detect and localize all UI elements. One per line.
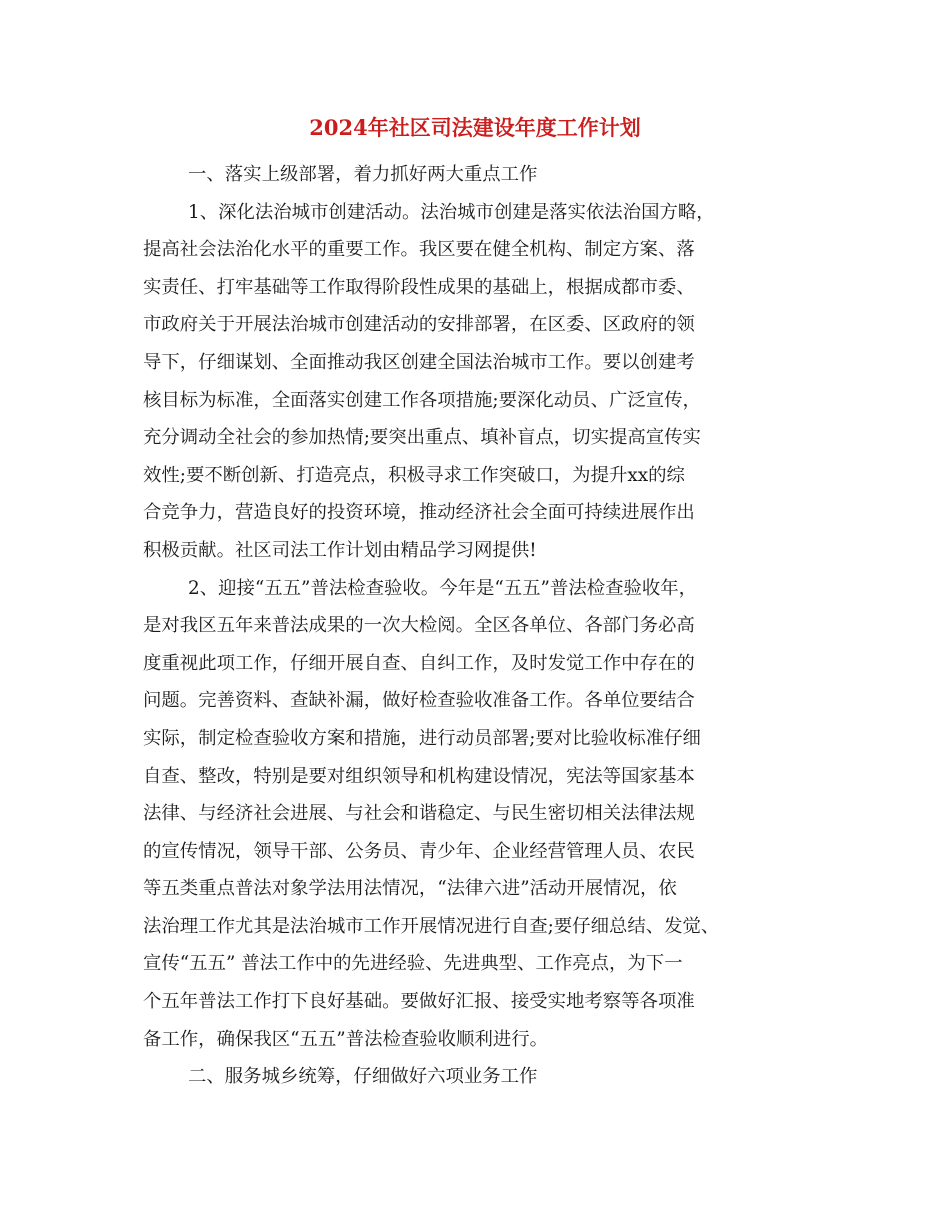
document-body: [143, 156, 823, 1096]
paragraph-line: 市政府关于开展法治城市创建活动的安排部署，在区委、区政府的领: [143, 314, 695, 336]
paragraph-line: 的宣传情况，领导干部、公务员、青少年、企业经营管理人员、农民: [143, 840, 695, 862]
paragraph-line: 合竞争力，营造良好的投资环境，推动经济社会全面可持续进展作出: [143, 502, 695, 524]
paragraph-line: 一、落实上级部署，着力抓好两大重点工作: [188, 164, 538, 185]
paragraph-line: 实际，制定检查验收方案和措施，进行动员部署;要对比验收标准仔细: [143, 727, 701, 749]
paragraph-line: 核目标为标准，全面落实创建工作各项措施;要深化动员、广泛宣传，: [143, 389, 701, 411]
paragraph-line: 宣传“五五” 普法工作中的先进经验、先进典型、工作亮点，为下一: [143, 953, 683, 975]
paragraph-line: 充分调动全社会的参加热情;要突出重点、填补盲点，切实提高宣传实: [143, 427, 701, 449]
paragraph-line: 效性;要不断创新、打造亮点，积极寻求工作突破口，为提升xx的综: [143, 464, 685, 486]
paragraph-line: 是对我区五年来普法成果的一次大检阅。全区各单位、各部门务必高: [143, 615, 695, 637]
paragraph-line: 法律、与经济社会进展、与社会和谐稳定、与民生密切相关法律法规: [143, 803, 695, 825]
document-title: 2024年社区司法建设年度工作计划: [309, 115, 641, 140]
paragraph-line: 导下，仔细谋划、全面推动我区创建全国法治城市工作。要以创建考: [143, 351, 695, 373]
paragraph-line: 提高社会法治化水平的重要工作。我区要在健全机构、制定方案、落: [143, 239, 695, 261]
paragraph-line: 二、服务城乡统筹，仔细做好六项业务工作: [188, 1066, 538, 1088]
paragraph-line: 积极贡献。社区司法工作计划由精品学习网提供!: [143, 539, 537, 561]
paragraph-line: 实责任、打牢基础等工作取得阶段性成果的基础上，根据成都市委、: [143, 276, 695, 298]
paragraph-line: 法治理工作尤其是法治城市工作开展情况进行自查;要仔细总结、发觉、: [143, 915, 720, 937]
paragraph-line: 问题。完善资料、查缺补漏，做好检查验收准备工作。各单位要结合: [143, 690, 695, 712]
paragraph-line: 2、迎接“五五”普法检查验收。今年是“五五”普法检查验收年，: [188, 577, 698, 599]
paragraph-line: 备工作，确保我区“五五”普法检查验收顺利进行。: [143, 1028, 549, 1050]
paragraph-line: 自查、整改，特别是要对组织领导和机构建设情况，宪法等国家基本: [143, 765, 695, 787]
paragraph-line: 等五类重点普法对象学法用法情况，“法律六进”活动开展情况，依: [143, 878, 677, 900]
paragraph-line: 1、深化法治城市创建活动。法治城市创建是落实依法治国方略，: [188, 201, 715, 223]
paragraph-line: 度重视此项工作，仔细开展自查、自纠工作，及时发觉工作中存在的: [143, 652, 695, 674]
paragraph-line: 个五年普法工作打下良好基础。要做好汇报、接受实地考察等各项准: [143, 991, 695, 1013]
